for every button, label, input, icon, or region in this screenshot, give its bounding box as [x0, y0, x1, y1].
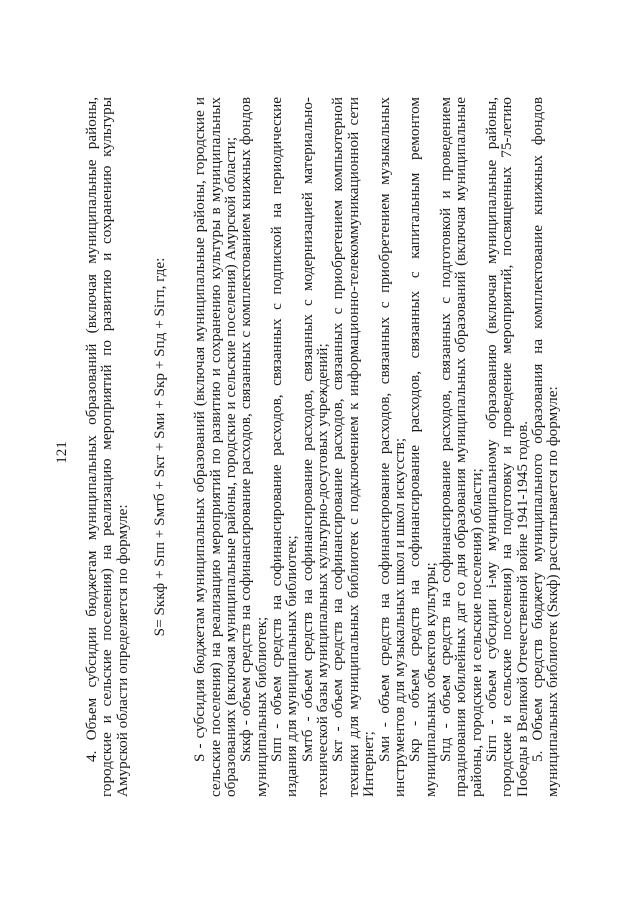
page-number: 121 [54, 441, 70, 464]
definition-spp: Sпп - объем средств на софинансирование расходов, связанных с подпиской на периодические издания для муниципальных библиотек; [268, 97, 301, 797]
paragraph-section-4-intro: 4. Объем субсидии бюджетам муниципальных образований (включая муниципальные районы, городские и сельские поселения) на реализацию мероприятий по развитию и сохранению культуры Амурской области определяется по формуле: [83, 97, 131, 797]
definition-sigp: Siгп - объем субсидии i-му муниципальному образованию (включая муниципальные районы, городские и сельские поселения) на подготовку и проведение мероприятий, посвященных 75-летию Победы в Великой Отечественной войне 1941-1945 годов. [482, 97, 531, 797]
definition-spd: Sпд - объем средств на софинансирование расходов, связанных с подготовкой и проведением празднования юбилейных дат со дня образования муниципальных образований (включая муниципальные районы, городские и сельские поселения) области; [436, 97, 485, 797]
definition-skr: Sкр - объем средств на софинансирование расходов, связанных с капитальным ремонтом муниципальных объектов культуры; [406, 97, 439, 797]
definition-smi: Sми - объем средств на софинансирование расходов, связанных с приобретением музыкальных инструментов для музыкальных школ и школ искусств; [375, 97, 408, 797]
document-body [84, 97, 561, 797]
paragraph-section-5-intro: 5. Объем средств бюджету муниципального образования на комплектование книжных фондов муниципальных библиотек (Sккф) рассчитывается по формуле: [528, 97, 562, 797]
definition-skkf: Sккф - объем средств на софинансирование расходов, связанных с комплектованием книжных фондов муниципальных библиотек; [237, 97, 270, 797]
subsidy-formula: S= Sккф + Sпп + Sмтб + Sкт + Sми + Sкр + Sпд + Siгп, где: [151, 257, 169, 637]
definition-smtb: Sмтб - объем средств на софинансирование расходов, связанных с модернизацией материально-технической базы муниципальных культурно-досуговых учреждений; [298, 97, 332, 797]
definition-skt: Sкт - объем средств на софинансирование расходов, связанных с приобретением компьютерной техники для муниципальных библиотек с подключением к информационно-телекоммуникационной сети Интернет; [329, 97, 378, 797]
definition-s: S - субсидия бюджетам муниципальных образований (включая муниципальные районы, городские и сельские поселения) на реализацию мероприятий по развитию и сохранению культуры в муниципальных образованиях (включая муниципальные районы, городские и сельские поселения) Амурской области; [191, 97, 240, 797]
